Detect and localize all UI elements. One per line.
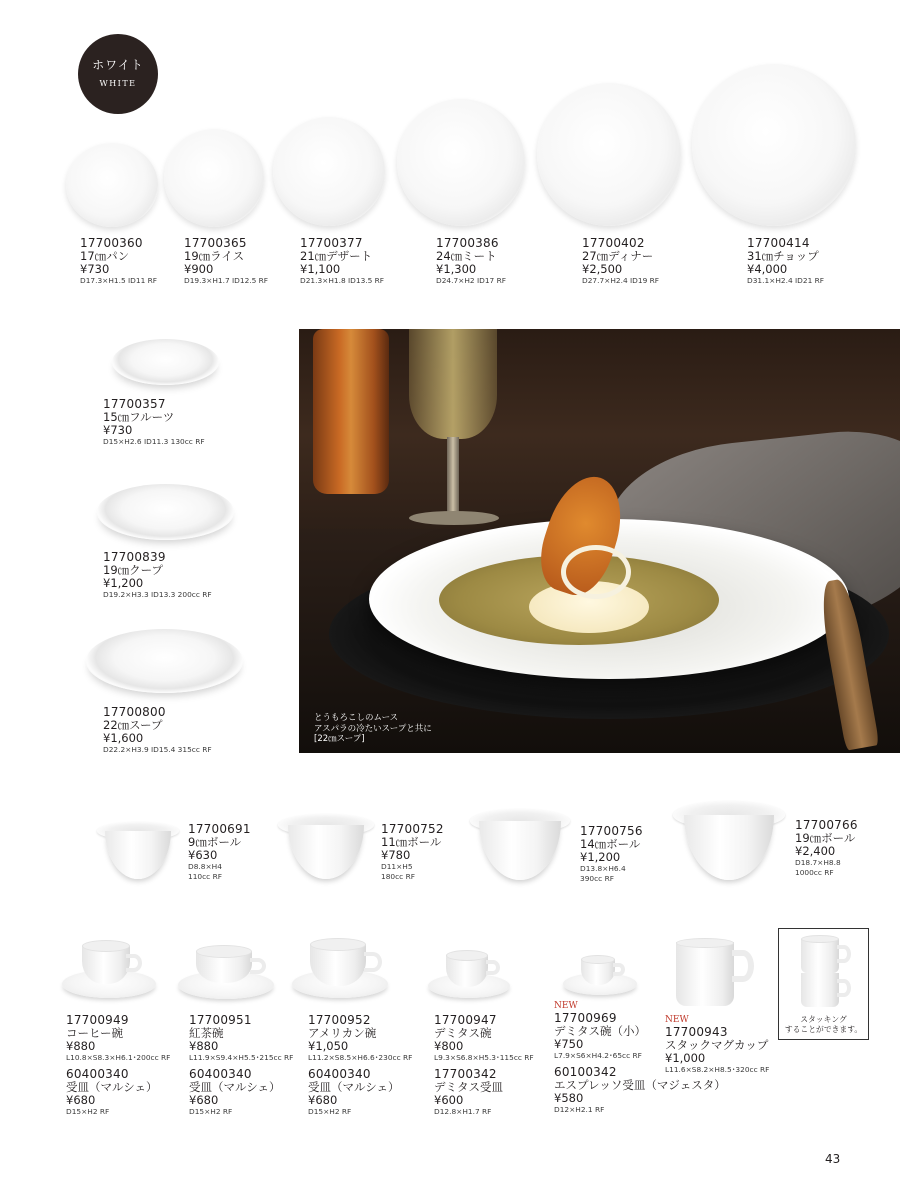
- photo-glass: [409, 329, 497, 439]
- stacking-note-line: することができます。: [784, 1025, 863, 1034]
- product-price: ¥730: [80, 262, 110, 276]
- product-17700943: [665, 1015, 769, 1075]
- product-spec: L11.6×S8.2×H8.5･320cc RF: [665, 1065, 770, 1074]
- product-code: 17700752: [381, 822, 444, 836]
- product-spec: D21.3×H1.8 ID13.5 RF: [300, 276, 385, 285]
- product-17700386: [436, 237, 506, 286]
- product-17700357: [103, 398, 205, 447]
- saucer-spec: D15×H2 RF: [189, 1107, 233, 1116]
- badge-japanese: ホワイト: [92, 58, 144, 72]
- saucer-price: ¥580: [554, 1091, 584, 1105]
- saucer-name: エスプレッソ受皿（マジェスタ）: [554, 1078, 726, 1092]
- bowl-image-14cm: [470, 809, 570, 881]
- product-price: ¥1,600: [103, 731, 144, 745]
- product-price: ¥1,200: [103, 576, 144, 590]
- food-photo: [299, 329, 900, 753]
- product-17700951: [189, 1014, 293, 1117]
- product-price: ¥1,000: [665, 1051, 706, 1065]
- product-price: ¥630: [188, 848, 218, 862]
- saucer-spec: D12×H2.1 RF: [554, 1105, 605, 1114]
- product-name: スタックマグカップ: [665, 1038, 769, 1052]
- product-spec: D15×H2.6 ID11.3 130cc RF: [103, 437, 205, 446]
- photo-bottle: [313, 329, 389, 494]
- product-code: 17700377: [300, 236, 363, 250]
- product-name: デミタス碗（小）: [554, 1024, 646, 1038]
- badge-english: WHITE: [99, 79, 137, 88]
- product-code: 17700386: [436, 236, 499, 250]
- saucer-code: 60400340: [308, 1067, 371, 1081]
- product-17700947: [434, 1014, 534, 1117]
- product-name: 紅茶碗: [189, 1026, 224, 1040]
- saucer-price: ¥680: [189, 1093, 219, 1107]
- cup-image-american: [292, 938, 390, 1002]
- soup-plate-image-22cm: [86, 629, 243, 693]
- product-spec: D13.8×H6.4: [580, 864, 626, 873]
- product-spec: L10.8×S8.3×H6.1･200cc RF: [66, 1053, 171, 1062]
- cup-image-coffee: [62, 940, 158, 1002]
- saucer-code: 17700342: [434, 1067, 497, 1081]
- mug-image: [674, 938, 758, 1008]
- product-price: ¥880: [66, 1039, 96, 1053]
- product-code: 17700839: [103, 550, 166, 564]
- photo-glass-stem: [447, 437, 459, 517]
- caption-line: [22㎝スープ]: [314, 734, 365, 744]
- bowl-image-19cm: [673, 801, 785, 881]
- photo-caption: [314, 713, 432, 745]
- product-17700360: [80, 237, 157, 286]
- product-spec: D8.8×H4: [188, 862, 222, 871]
- caption-line: アスパラの冷たいスープと共に: [314, 723, 432, 734]
- product-17700949: [66, 1014, 170, 1117]
- product-spec: D24.7×H2 ID17 RF: [436, 276, 506, 285]
- product-spec: D22.2×H3.9 ID15.4 315cc RF: [103, 745, 212, 754]
- product-17700752: [381, 823, 444, 882]
- product-code: 17700943: [665, 1025, 728, 1039]
- product-name: 27㎝ディナー: [582, 249, 654, 263]
- saucer-price: ¥680: [308, 1093, 338, 1107]
- product-code: 17700947: [434, 1013, 497, 1027]
- product-price: ¥800: [434, 1039, 464, 1053]
- product-price: ¥750: [554, 1037, 584, 1051]
- product-name: 24㎝ミート: [436, 249, 497, 263]
- product-code: 17700691: [188, 822, 251, 836]
- saucer-name: デミタス受皿: [434, 1080, 503, 1094]
- product-code: 17700949: [66, 1013, 129, 1027]
- product-code: 17700756: [580, 824, 643, 838]
- saucer-price: ¥600: [434, 1093, 464, 1107]
- product-code: 17700766: [795, 818, 858, 832]
- bowl-image-9cm: [97, 822, 179, 880]
- product-price: ¥880: [189, 1039, 219, 1053]
- product-spec: L11.9×S9.4×H5.5･215cc RF: [189, 1053, 294, 1062]
- product-spec: D18.7×H8.8: [795, 858, 841, 867]
- product-price: ¥2,500: [582, 262, 623, 276]
- product-name: 19㎝クープ: [103, 563, 164, 577]
- saucer-code: 60400340: [189, 1067, 252, 1081]
- product-17700414: [747, 237, 824, 286]
- cup-image-demitasse-small: [563, 955, 639, 999]
- product-17700766: [795, 819, 858, 878]
- plate-image-27cm: [537, 83, 681, 226]
- product-price: ¥2,400: [795, 844, 836, 858]
- plate-image-19cm: [164, 129, 264, 227]
- product-name: コーヒー碗: [66, 1026, 124, 1040]
- product-code: 17700357: [103, 397, 166, 411]
- plate-image-17cm: [66, 143, 158, 227]
- product-price: ¥780: [381, 848, 411, 862]
- product-code: 17700952: [308, 1013, 371, 1027]
- plate-image-24cm: [397, 99, 525, 226]
- product-name: 17㎝パン: [80, 249, 130, 263]
- product-name: 21㎝デザート: [300, 249, 373, 263]
- product-name: 19㎝ボール: [795, 831, 856, 845]
- product-17700800: [103, 706, 212, 755]
- product-price: ¥4,000: [747, 262, 788, 276]
- product-price: ¥1,050: [308, 1039, 349, 1053]
- plate-image-21cm: [273, 117, 385, 226]
- product-code: 17700360: [80, 236, 143, 250]
- saucer-spec: D12.8×H1.7 RF: [434, 1107, 492, 1116]
- product-17700952: [308, 1014, 412, 1117]
- cup-image-tea: [178, 945, 276, 1001]
- plate-image-31cm: [692, 64, 856, 226]
- product-name: 11㎝ボール: [381, 835, 442, 849]
- page-number: 43: [825, 1152, 841, 1166]
- product-name: 15㎝フルーツ: [103, 410, 175, 424]
- saucer-spec: D15×H2 RF: [66, 1107, 110, 1116]
- product-code: 17700365: [184, 236, 247, 250]
- saucer-name: 受皿（マルシェ）: [189, 1080, 281, 1094]
- saucer-name: 受皿（マルシェ）: [308, 1080, 400, 1094]
- caption-line: とうもろこしのムース: [314, 713, 399, 723]
- product-spec: D17.3×H1.5 ID11 RF: [80, 276, 158, 285]
- stacking-note-line: スタッキング: [800, 1015, 847, 1024]
- product-spec: D19.3×H1.7 ID12.5 RF: [184, 276, 269, 285]
- stacking-note-box: [778, 928, 869, 1040]
- product-spec: L11.2×S8.5×H6.6･230cc RF: [308, 1053, 413, 1062]
- product-price: ¥730: [103, 423, 133, 437]
- product-name: 14㎝ボール: [580, 837, 641, 851]
- product-spec: D11×H5: [381, 862, 413, 871]
- stacking-note: [779, 1015, 868, 1035]
- product-code: 17700414: [747, 236, 810, 250]
- product-name: デミタス碗: [434, 1026, 492, 1040]
- product-code: 17700402: [582, 236, 645, 250]
- product-code: 17700800: [103, 705, 166, 719]
- product-spec: L9.3×S6.8×H5.3･115cc RF: [434, 1053, 534, 1062]
- product-name: 9㎝ボール: [188, 835, 242, 849]
- product-capacity: 390cc RF: [580, 874, 614, 883]
- product-code: 17700951: [189, 1013, 252, 1027]
- product-price: ¥1,100: [300, 262, 341, 276]
- new-label: NEW: [554, 1001, 578, 1011]
- product-17700691: [188, 823, 251, 882]
- product-price: ¥1,200: [580, 850, 621, 864]
- photo-onion-ring: [561, 545, 631, 599]
- soup-plate-image-15cm: [112, 339, 219, 385]
- product-capacity: 110cc RF: [188, 872, 222, 881]
- product-name: 19㎝ライス: [184, 249, 245, 263]
- saucer-code: 60100342: [554, 1065, 617, 1079]
- product-17700756: [580, 825, 643, 884]
- product-17700377: [300, 237, 384, 286]
- product-spec: D27.7×H2.4 ID19 RF: [582, 276, 660, 285]
- product-spec: L7.9×S6×H4.2･65cc RF: [554, 1051, 642, 1060]
- saucer-name: 受皿（マルシェ）: [66, 1080, 158, 1094]
- product-17700402: [582, 237, 659, 286]
- product-spec: D31.1×H2.4 ID21 RF: [747, 276, 825, 285]
- product-code: 17700969: [554, 1011, 617, 1025]
- new-label: NEW: [665, 1015, 689, 1025]
- saucer-code: 60400340: [66, 1067, 129, 1081]
- bowl-image-11cm: [278, 814, 374, 880]
- product-name: アメリカン碗: [308, 1026, 377, 1040]
- product-spec: D19.2×H3.3 ID13.3 200cc RF: [103, 590, 212, 599]
- saucer-price: ¥680: [66, 1093, 96, 1107]
- soup-plate-image-19cm: [97, 484, 234, 540]
- product-capacity: 180cc RF: [381, 872, 415, 881]
- photo-glass-foot: [409, 511, 499, 525]
- product-price: ¥900: [184, 262, 214, 276]
- product-name: 31㎝チョップ: [747, 249, 819, 263]
- series-badge: [78, 34, 158, 114]
- saucer-spec: D15×H2 RF: [308, 1107, 352, 1116]
- product-capacity: 1000cc RF: [795, 868, 834, 877]
- product-17700839: [103, 551, 212, 600]
- stacked-mugs-image: [801, 935, 857, 1011]
- cup-image-demitasse: [428, 950, 512, 1002]
- product-17700365: [184, 237, 268, 286]
- product-name: 22㎝スープ: [103, 718, 163, 732]
- product-price: ¥1,300: [436, 262, 477, 276]
